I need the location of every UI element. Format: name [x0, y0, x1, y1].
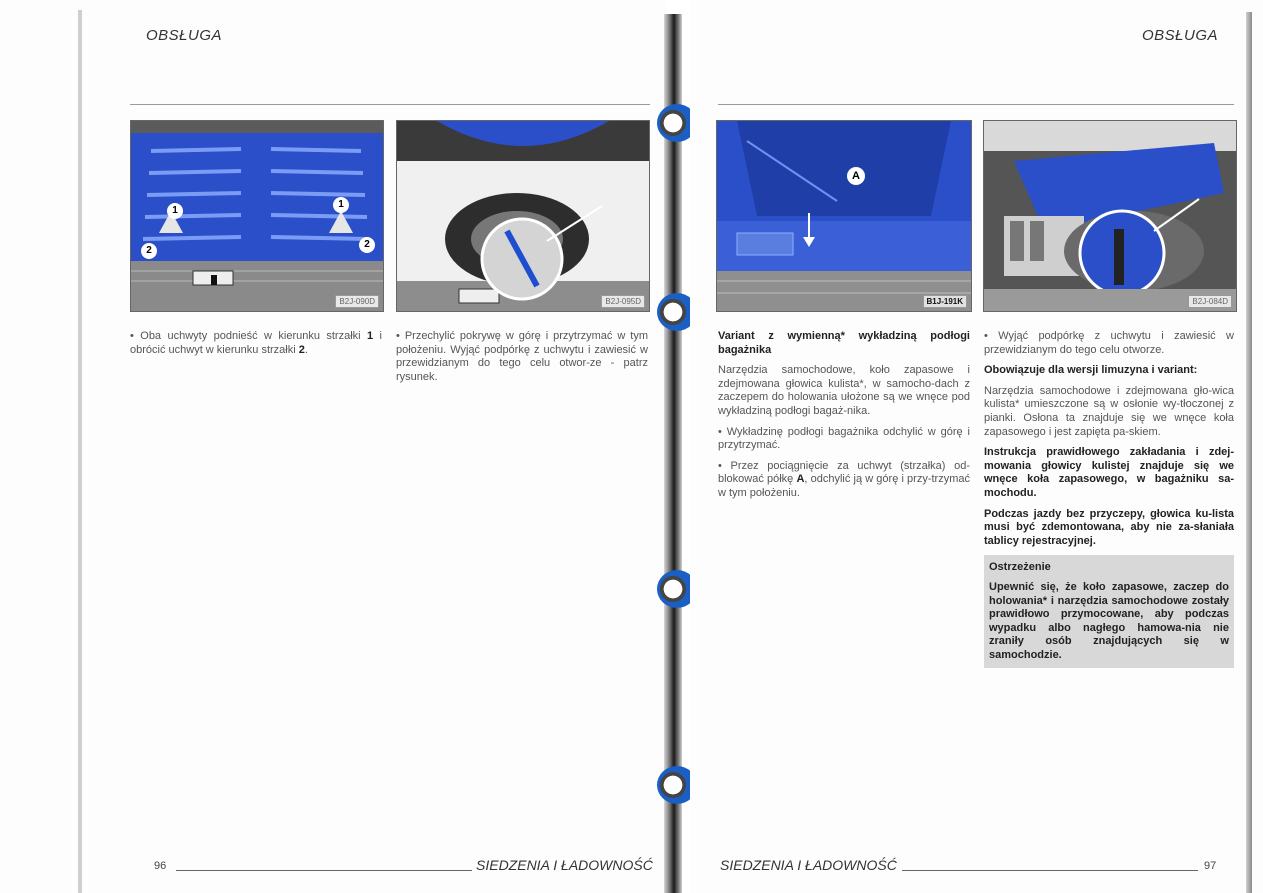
warning-box [984, 555, 1234, 668]
figure-tool-foam-case [983, 120, 1237, 312]
warning-body: Upewnić się, że koło zapasowe, zaczep do holowania* i narzędzia samochodowe zostały prawidłowo przymocowane, aby podczas wypadku albo nagłego hamowa-nia nie zraniły osób znajdujących się w samochodzie. [989, 580, 1229, 661]
figure-spare-wheel-well [396, 120, 650, 312]
arrow-number-1: 1 [367, 330, 374, 342]
instruction-paragraph [130, 330, 382, 357]
subheading: Obowiązuje dla wersji limuzyna i variant: [984, 364, 1198, 377]
figure-trunk-floor-handles [130, 120, 384, 312]
foam-case-illustration [984, 121, 1236, 311]
figure-code: B2J-095D [601, 295, 645, 308]
paragraph: Narzędzia samochodowe, koło zapasowe i zdejmowana głowica kulista*, w samocho-dach z zaczepem do holowania ułożone są we wnęce pod wykładziną podłogi bagaż-nika. [718, 364, 970, 417]
bold-paragraph: Podczas jazdy bez przyczepy, głowica ku-lista musi być zdemontowana, aby nie za-słaniała tablicy rejestracyjnej. [984, 507, 1234, 547]
figure-code: B2J-090D [335, 295, 379, 308]
left-footer-rule [176, 870, 472, 871]
text-span: • Oba uchwyty podnieść w kierunku strzałki [130, 330, 368, 342]
text-span: • Przez pociągnięcie za uchwyt (strzałka) od-blokować półkę [718, 459, 970, 486]
text-span: i obrócić uchwyt w kierunku strzałki [130, 330, 382, 356]
left-page-number: 96 [154, 860, 167, 872]
right-header-rule [718, 104, 1234, 105]
text-span: . [304, 343, 308, 356]
instruction-paragraph: • Przechylić pokrywę w górę i przytrzymać w tym położeniu. Wyjąć podpórkę z uchwytu i zawiesić w przewidzianym do tego celu otwor-ze - patrz rysunek. [396, 330, 648, 383]
paragraph: Narzędzia samochodowe i zdejmowana gło-wica kulista* umieszczone są w osłonie wy-tłoczonej z pianki. Osłona ta znajduje się we wnęce koła zapasowego i jest zapięta pa-skiem. [984, 384, 1234, 438]
shelf-label-A: A [796, 473, 805, 486]
left-page-footer: SIEDZENIA I ŁADOWNOŚĆ [476, 857, 653, 873]
callout-1: 1 [167, 203, 183, 219]
right-page-footer: SIEDZENIA I ŁADOWNOŚĆ [720, 857, 897, 873]
right-column-2-text [984, 330, 1234, 668]
instruction-paragraph: • Wykładzinę podłogi bagażnika odchylić w górę i przytrzymać. [718, 425, 970, 452]
left-page-edge [78, 10, 82, 893]
callout-2: 2 [141, 243, 157, 259]
warning-title: Ostrzeżenie [989, 561, 1051, 574]
callout-2-right: 2 [359, 237, 375, 253]
left-header-rule [130, 104, 650, 105]
arrow-number-2: 2 [298, 343, 305, 356]
left-column-1-text [130, 330, 382, 364]
right-footer-rule [902, 870, 1198, 871]
bold-paragraph: Instrukcja prawidłowego zakładania i zdej-mowania głowicy kulistej znajduje się we wnęce koła zapasowego, w bagażniku sa-mochodu. [984, 446, 1234, 499]
instruction-paragraph [718, 460, 970, 501]
figure-trunk-shelf-variant [716, 120, 972, 312]
right-page-header: OBSŁUGA [1142, 27, 1219, 44]
spare-wheel-illustration [397, 121, 649, 311]
section-heading: Variant z wymienną* wykładziną podłogi bagażnika [718, 330, 970, 356]
right-column-1-text [718, 330, 970, 508]
trunk-shelf-illustration [717, 121, 971, 311]
text-span: , odchylić ją w górę i przy-trzymać w tym położeniu. [718, 473, 970, 499]
instruction-paragraph: • Wyjąć podpórkę z uchwytu i zawiesić w przewidzianym do tego celu otworze. [984, 330, 1234, 356]
book-spine [664, 14, 682, 893]
right-page-number: 97 [1204, 860, 1217, 872]
figure-code: B2J-084D [1188, 295, 1232, 308]
right-page-edge [1246, 12, 1252, 893]
left-column-2-text [396, 330, 648, 391]
callout-1-right: 1 [333, 197, 349, 213]
figure-code: B1J-191K [923, 295, 967, 308]
callout-A: A [847, 167, 865, 185]
left-page-header: OBSŁUGA [146, 27, 223, 44]
